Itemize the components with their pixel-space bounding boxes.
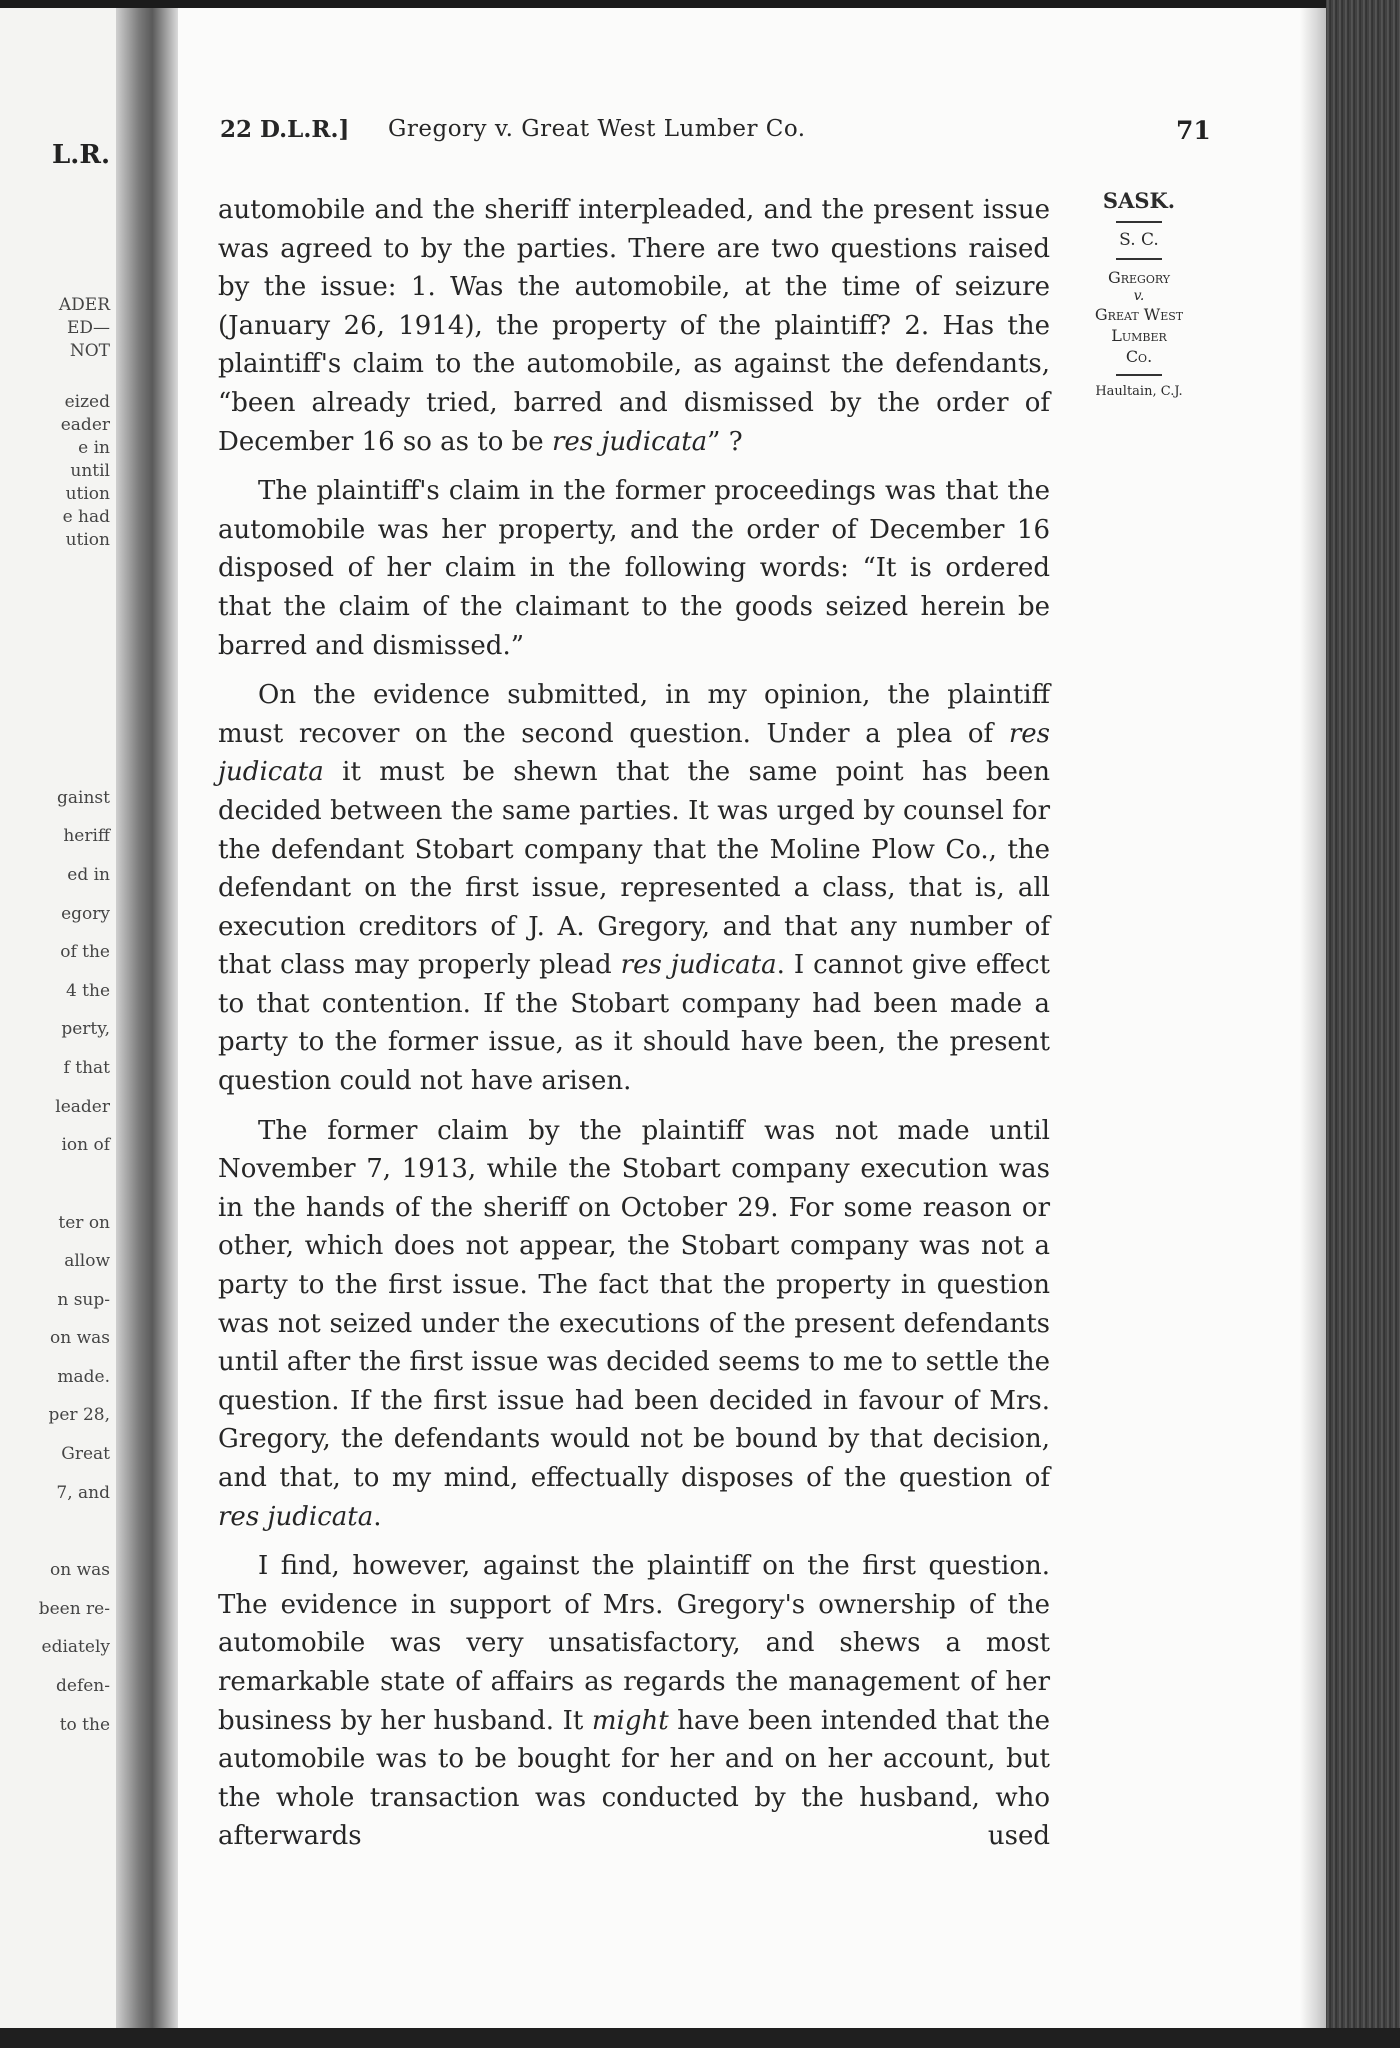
- facing-page-fragment: ution: [65, 530, 110, 550]
- facing-page-fragment: Great: [61, 1444, 110, 1464]
- facing-page-fragment: n sup-: [57, 1290, 110, 1310]
- facing-page-fragment: 7, and: [56, 1483, 110, 1503]
- facing-page-fragment: allow: [64, 1251, 110, 1271]
- facing-page-fragment: eader: [60, 415, 110, 435]
- facing-page-fragment: on was: [50, 1328, 110, 1348]
- book-gutter: [116, 8, 182, 2028]
- margin-rule: [1116, 258, 1162, 260]
- facing-page-fragment: e in: [78, 438, 110, 458]
- paragraph-3-text: On the evidence submitted, in my opinion, the plaintiff must recover on the second question. Under a plea of: [218, 680, 1050, 749]
- judgment-text: [218, 191, 1050, 1856]
- margin-versus: v.: [1133, 288, 1145, 304]
- paragraph-1: [218, 191, 1050, 461]
- margin-judge: Haultain, C.J.: [1095, 384, 1183, 399]
- paragraph-4: [218, 1112, 1050, 1537]
- paragraph-4-text: The former claim by the plaintiff was not made until November 7, 1913, while the Stobart company execution was in the hands of the sheriff on October 29. For some reason or other, which does not appear, the Stobart company was not a party to the first issue. The fact that the property in question was not seized under the executions of the present defendants until after the first issue was decided seems to me to settle the question. If the first issue had been decided in favour of Mrs. Gregory, the defendants would not be bound by that decision, and that, to my mind, effectually disposes of the question of: [218, 1115, 1050, 1493]
- facing-page: [0, 8, 118, 2028]
- margin-court: S. C.: [1119, 230, 1159, 250]
- facing-page-fragment: of the: [60, 942, 110, 962]
- facing-page-fragment: e had: [62, 507, 110, 527]
- facing-page-fragment: gainst: [57, 788, 110, 808]
- paragraph-5-italic: might: [591, 1705, 669, 1736]
- paragraph-3-italic-2: res judicata: [620, 950, 777, 981]
- facing-page-fragment: to the: [59, 1715, 110, 1735]
- facing-page-fragment: 4 the: [65, 981, 110, 1001]
- margin-annotation: [1064, 188, 1214, 401]
- margin-rule: [1116, 221, 1162, 223]
- book-page-edges: [1326, 0, 1400, 2048]
- paragraph-4-text-end: .: [373, 1501, 382, 1532]
- facing-page-fragment: perty,: [61, 1019, 110, 1039]
- paragraph-2: The plaintiff's claim in the former proceedings was that the automobile was her property, and the order of December 16 disposed of her claim in the following words: “It is ordered that the claim of the claimant to the goods seized herein be barred and dismissed.”: [218, 476, 1050, 661]
- margin-party-2-line-1: Great West: [1094, 305, 1184, 324]
- facing-page-header: L.R.: [52, 140, 110, 170]
- facing-page-fragment: per 28,: [48, 1405, 110, 1425]
- volume-reference: 22 D.L.R.]: [220, 116, 350, 143]
- paragraph-3-italic-1: res judicata: [218, 718, 1050, 788]
- facing-page-fragment: egory: [61, 904, 110, 924]
- facing-page-fragment: ediately: [41, 1637, 110, 1657]
- facing-page-fragment: NOT: [69, 341, 110, 361]
- scan-bottom-border: [0, 2028, 1400, 2048]
- facing-page-fragment: ADER: [58, 295, 110, 315]
- paragraph-5-text-end: have been intended that the automobile was to be bought for her and on her account, but the whole transaction was conducted by the husband, who afterwards used: [218, 1705, 1051, 1852]
- margin-party-2-line-3: Co.: [1125, 347, 1153, 366]
- paragraph-1-italic: res judicata: [551, 426, 708, 457]
- paragraph-1-text-end: ” ?: [707, 426, 743, 457]
- running-head-title: Gregory v. Great West Lumber Co.: [388, 116, 806, 142]
- facing-page-fragment: heriff: [63, 826, 110, 846]
- facing-page-fragment: eized: [64, 392, 110, 412]
- margin-province: SASK.: [1102, 188, 1176, 213]
- paragraph-4-italic: res judicata: [218, 1501, 374, 1532]
- facing-page-fragment: until: [70, 461, 110, 481]
- facing-page-fragment: ed in: [67, 865, 110, 885]
- facing-page-fragment: f that: [63, 1058, 110, 1078]
- facing-page-fragment: defen-: [56, 1676, 110, 1696]
- paragraph-5: [218, 1547, 1050, 1856]
- facing-page-fragment: been re-: [38, 1599, 110, 1619]
- facing-page-fragment: ter on: [58, 1213, 110, 1233]
- facing-page-fragment: ution: [65, 484, 110, 504]
- paragraph-3: [218, 676, 1050, 1101]
- margin-rule: [1116, 374, 1162, 376]
- margin-party-2-line-2: Lumber: [1111, 326, 1167, 345]
- facing-page-fragment: leader: [55, 1097, 110, 1117]
- paragraph-3-text-end: . I cannot give effect to that contention. If the Stobart company had been made a party to the former issue, as it should have been, the present question could not have arisen.: [218, 950, 1050, 1097]
- paragraph-3-text-middle: it must be shewn that the same point has been decided between the same parties. It was urged by counsel for the defendant Stobart company that the Moline Plow Co., the defendant on the first issue, represented a class, that is, all execution creditors of J. A. Gregory, and that any number of that class may properly plead: [218, 757, 1050, 981]
- paragraph-1-text: automobile and the sheriff interpleaded, and the present issue was agreed to by the parties. There are two questions raised by the issue: 1. Was the automobile, at the time of seizure (January 26, 1914), the property of the plaintiff? 2. Has the plaintiff's claim to the automobile, as against the defendants, “been already tried, barred and dismissed by the order of December 16 so as to be: [218, 195, 1050, 457]
- facing-page-fragment: ED—: [66, 318, 110, 338]
- margin-party-1: Gregory: [1107, 268, 1171, 287]
- facing-page-fragment: ion of: [61, 1135, 110, 1155]
- page-number: 71: [1176, 116, 1211, 145]
- facing-page-fragment: made.: [57, 1367, 110, 1387]
- paragraph-5-text: I find, however, against the plaintiff on the first question. The evidence in support of Mrs. Gregory's ownership of the automobile was very unsatisfactory, and shews a most remarkable state of affairs as regards the management of her business by her husband. It: [218, 1551, 1050, 1736]
- facing-page-fragment: on was: [50, 1560, 110, 1580]
